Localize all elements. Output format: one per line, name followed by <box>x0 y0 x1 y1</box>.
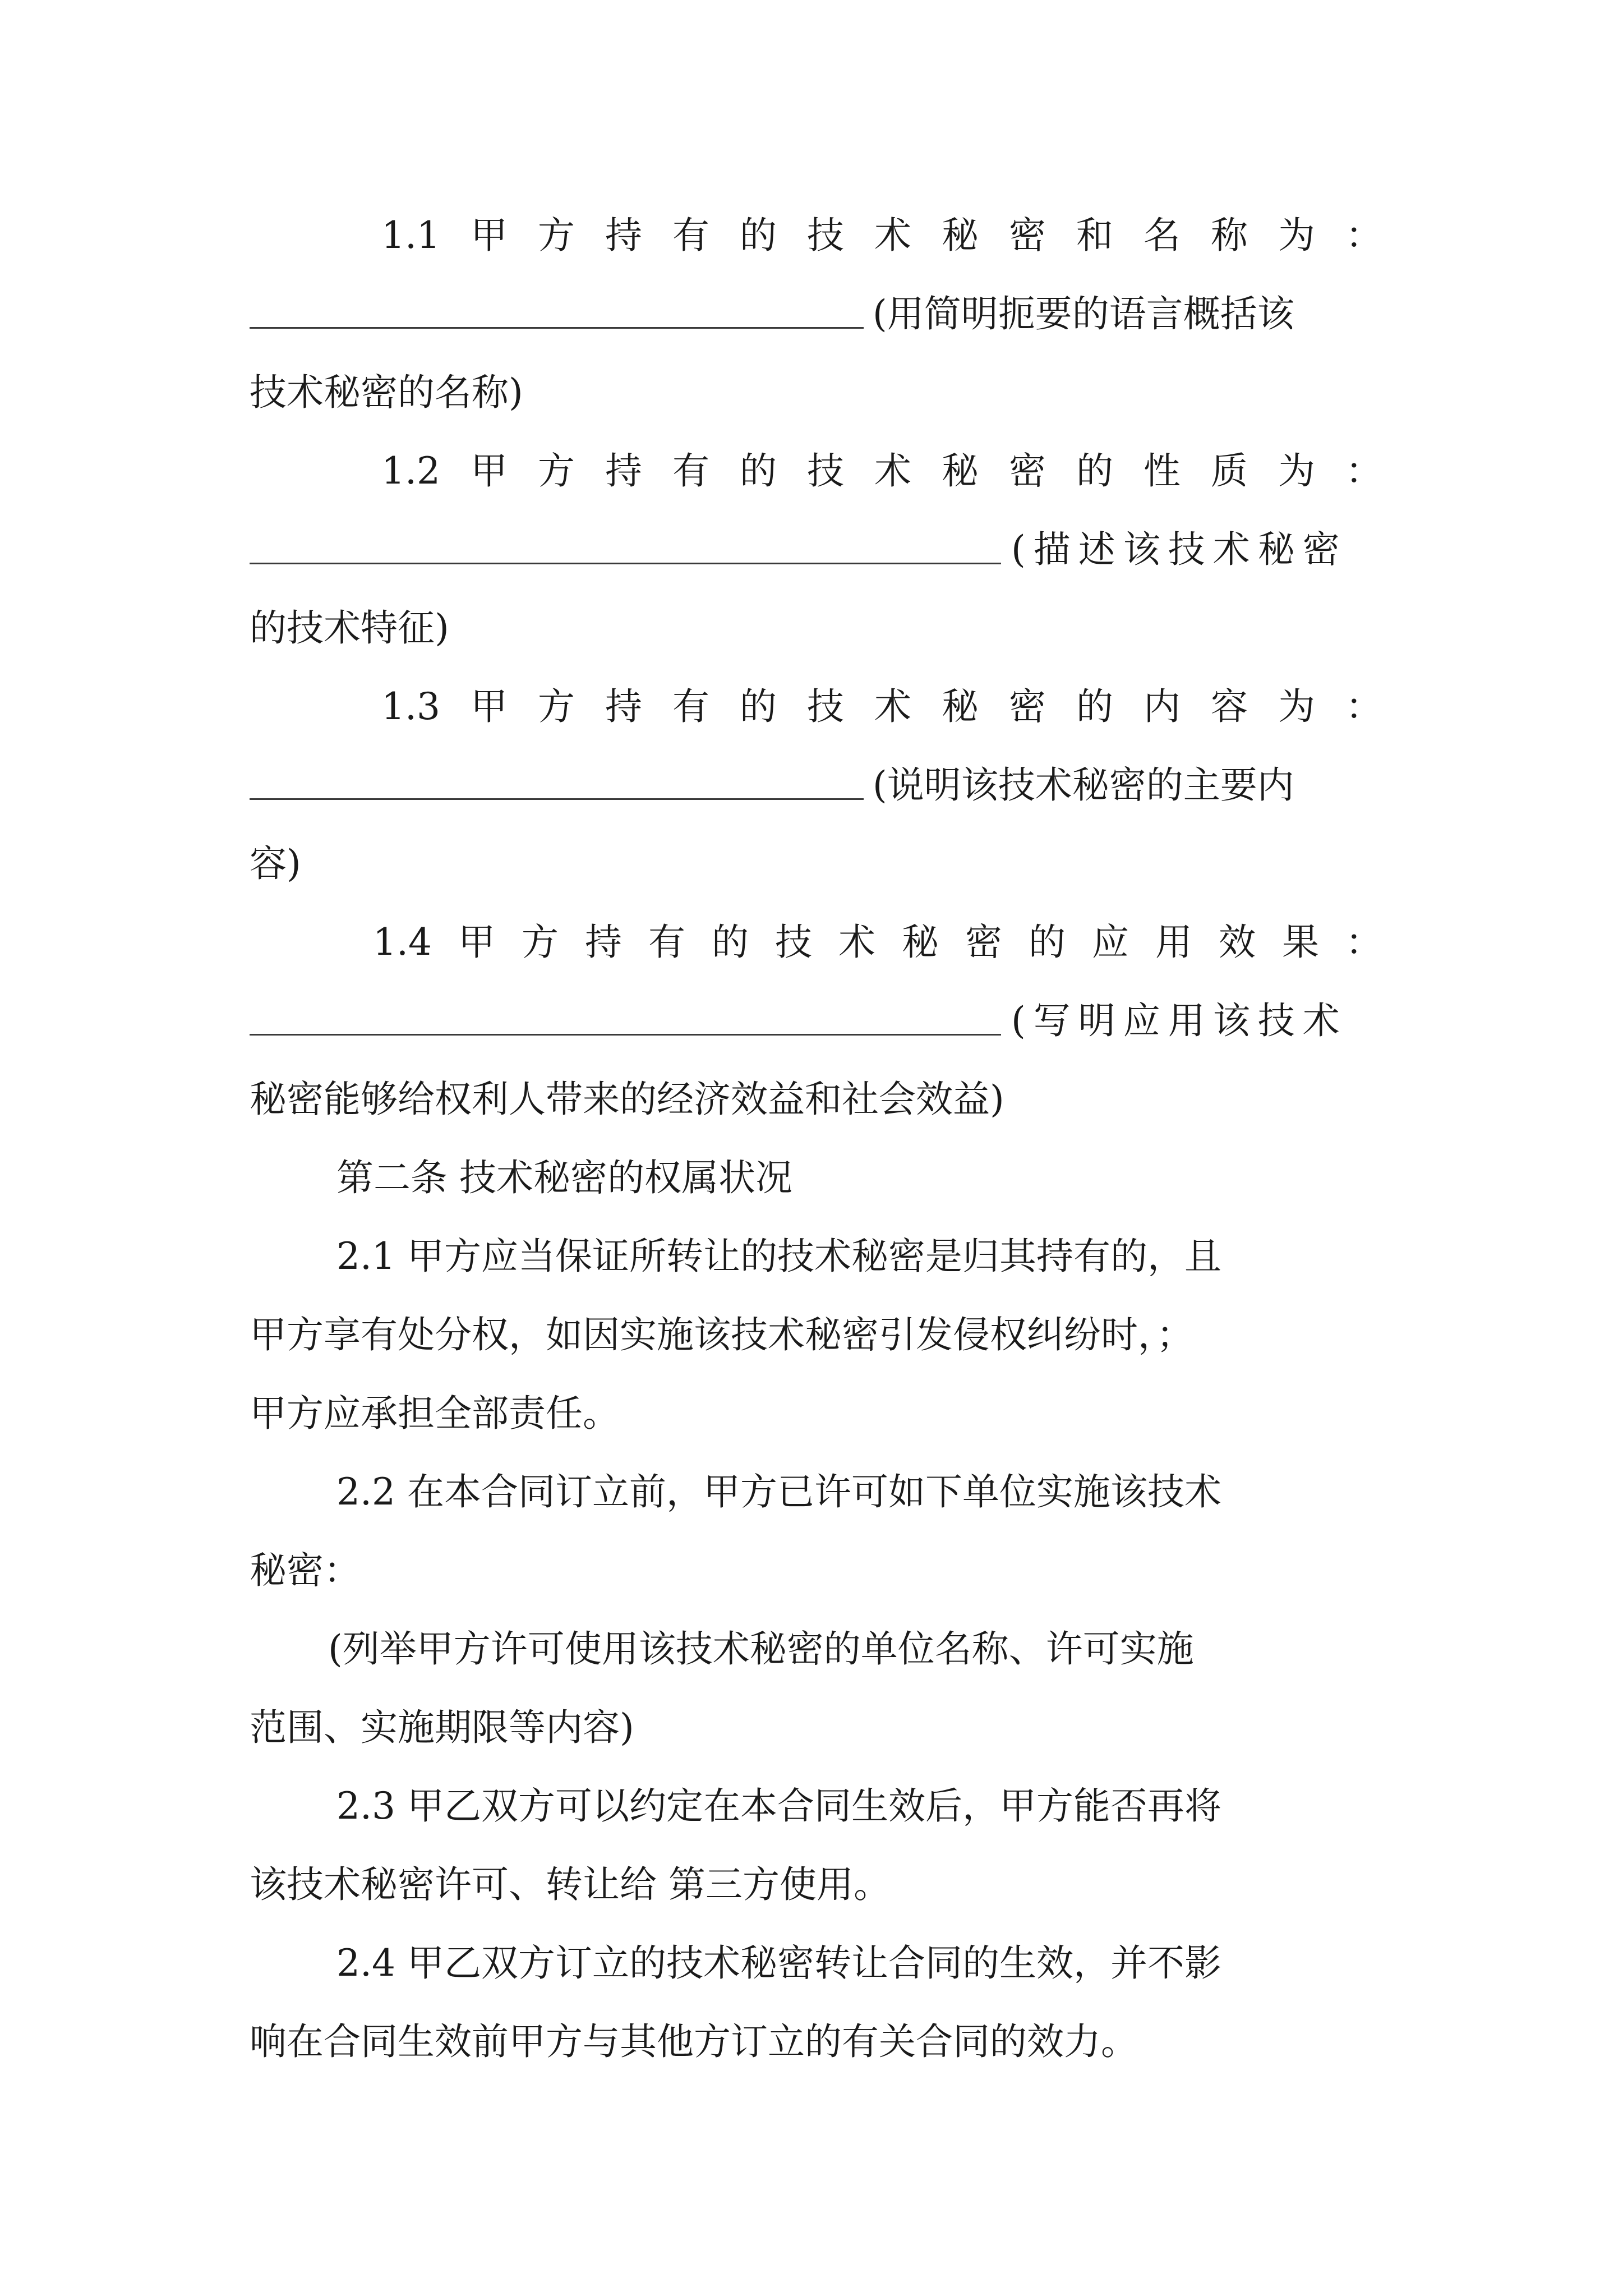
clause-1-3-line3: 容) <box>250 842 301 885</box>
char: 为 <box>1278 685 1315 728</box>
char: 甲 <box>470 214 508 257</box>
char: 的 <box>711 921 749 964</box>
char: ： <box>1345 921 1382 964</box>
clause-1-4-line2 <box>250 982 1382 1060</box>
char: 技 <box>806 449 844 493</box>
article-2-heading: 第二条 技术秘密的权属状况 <box>336 1156 792 1199</box>
char: 甲 <box>470 685 508 728</box>
char: 质 <box>1210 449 1248 493</box>
char: 的 <box>739 685 777 728</box>
char: 的 <box>739 449 777 493</box>
char: 方 <box>537 449 575 493</box>
clause-1-3-line1 <box>381 668 1382 746</box>
char: 名 <box>1143 214 1181 257</box>
clause-1-4-line1 <box>373 903 1382 982</box>
clause-2-2-note-line1: (列举甲方许可使用该技术秘密的单位名称、许可实施 <box>328 1627 1194 1671</box>
char: 方 <box>537 214 575 257</box>
char: 方 <box>537 685 575 728</box>
char: 为 <box>1278 214 1315 257</box>
clause-note: (用简明扼要的语言概括该 <box>873 292 1294 335</box>
char: 方 <box>521 921 559 964</box>
char: 有 <box>672 449 709 493</box>
char: 为 <box>1278 449 1315 493</box>
clause-1-2-line1 <box>381 432 1382 510</box>
note-text: (描述该技术秘密 <box>1011 528 1348 571</box>
fill-in-blank[interactable] <box>250 563 1001 564</box>
char: ： <box>1345 685 1382 728</box>
char: 密 <box>1008 214 1046 257</box>
char: 秘 <box>941 685 979 728</box>
clause-number: 1.1 <box>381 214 440 257</box>
clause-2-1-line1: 2.1 甲方应当保证所转让的技术秘密是归其持有的，且 <box>336 1235 1221 1278</box>
clause-2-2-note-line2: 范围、实施期限等内容) <box>250 1706 634 1749</box>
char: 内 <box>1143 685 1181 728</box>
char: 用 <box>1155 921 1192 964</box>
char: 持 <box>584 921 622 964</box>
clause-2-4-line2: 响在合同生效前甲方与其他方订立的有关合同的效力。 <box>250 2020 1138 2063</box>
clause-2-1-line2: 甲方享有处分权，如因实施该技术秘密引发侵权纠纷时，； <box>250 1313 1193 1356</box>
char: 的 <box>1076 685 1113 728</box>
char: 持 <box>605 214 642 257</box>
char: 的 <box>1076 449 1113 493</box>
clause-2-1-line3: 甲方应承担全部责任。 <box>250 1392 620 1435</box>
char: 技 <box>806 214 844 257</box>
char: 和 <box>1076 214 1113 257</box>
char: 的 <box>739 214 777 257</box>
char: 术 <box>838 921 875 964</box>
char: 应 <box>1091 921 1129 964</box>
clause-number: 1.2 <box>381 449 440 493</box>
clause-note: (说明该技术秘密的主要内 <box>873 763 1294 807</box>
char: 的 <box>1028 921 1066 964</box>
char: 持 <box>605 685 642 728</box>
clause-2-4-line1: 2.4 甲乙双方订立的技术秘密转让合同的生效，并不影 <box>336 1941 1221 1985</box>
char: 有 <box>648 921 685 964</box>
char: ： <box>1345 214 1382 257</box>
char: 称 <box>1210 214 1248 257</box>
clause-number: 1.3 <box>381 685 440 728</box>
clause-1-1-line2 <box>250 275 1382 353</box>
fill-in-blank[interactable] <box>250 1034 1001 1036</box>
char: 秘 <box>941 449 979 493</box>
clause-1-2-line3: 的技术特征) <box>250 606 449 650</box>
char: ： <box>1345 449 1382 493</box>
char: 密 <box>965 921 1002 964</box>
char: 术 <box>874 214 911 257</box>
char: 持 <box>605 449 642 493</box>
char: 有 <box>672 214 709 257</box>
char: 术 <box>874 449 911 493</box>
clause-1-1-line1 <box>381 196 1382 275</box>
char: 秘 <box>941 214 979 257</box>
char: 技 <box>806 685 844 728</box>
char: 效 <box>1218 921 1256 964</box>
clause-2-3-line2: 该技术秘密许可、转让给 第三方使用。 <box>250 1863 891 1906</box>
clause-2-3-line1: 2.3 甲乙双方可以约定在本合同生效后，甲方能否再将 <box>336 1784 1221 1828</box>
fill-in-blank[interactable] <box>250 327 864 329</box>
char: 密 <box>1008 449 1046 493</box>
clause-1-3-line2 <box>250 746 1382 825</box>
clause-1-1-line3: 技术秘密的名称) <box>250 371 523 414</box>
char: 果 <box>1281 921 1319 964</box>
char: 甲 <box>458 921 495 964</box>
char: 性 <box>1143 449 1181 493</box>
clause-2-2-line2: 秘密： <box>250 1549 361 1592</box>
clause-2-2-line1: 2.2 在本合同订立前，甲方已许可如下单位实施该技术 <box>336 1470 1221 1513</box>
char: 密 <box>1008 685 1046 728</box>
clause-note <box>1001 982 1382 1060</box>
note-text: (写明应用该技术 <box>1011 999 1348 1042</box>
char: 技 <box>774 921 812 964</box>
char: 甲 <box>470 449 508 493</box>
clause-1-4-line3: 秘密能够给权利人带来的经济效益和社会效益) <box>250 1078 1004 1121</box>
clause-1-2-line2 <box>250 510 1382 589</box>
char: 容 <box>1210 685 1248 728</box>
clause-number: 1.4 <box>373 921 432 964</box>
char: 有 <box>672 685 709 728</box>
char: 术 <box>874 685 911 728</box>
char: 秘 <box>901 921 939 964</box>
clause-note <box>1001 510 1382 589</box>
fill-in-blank[interactable] <box>250 798 864 800</box>
